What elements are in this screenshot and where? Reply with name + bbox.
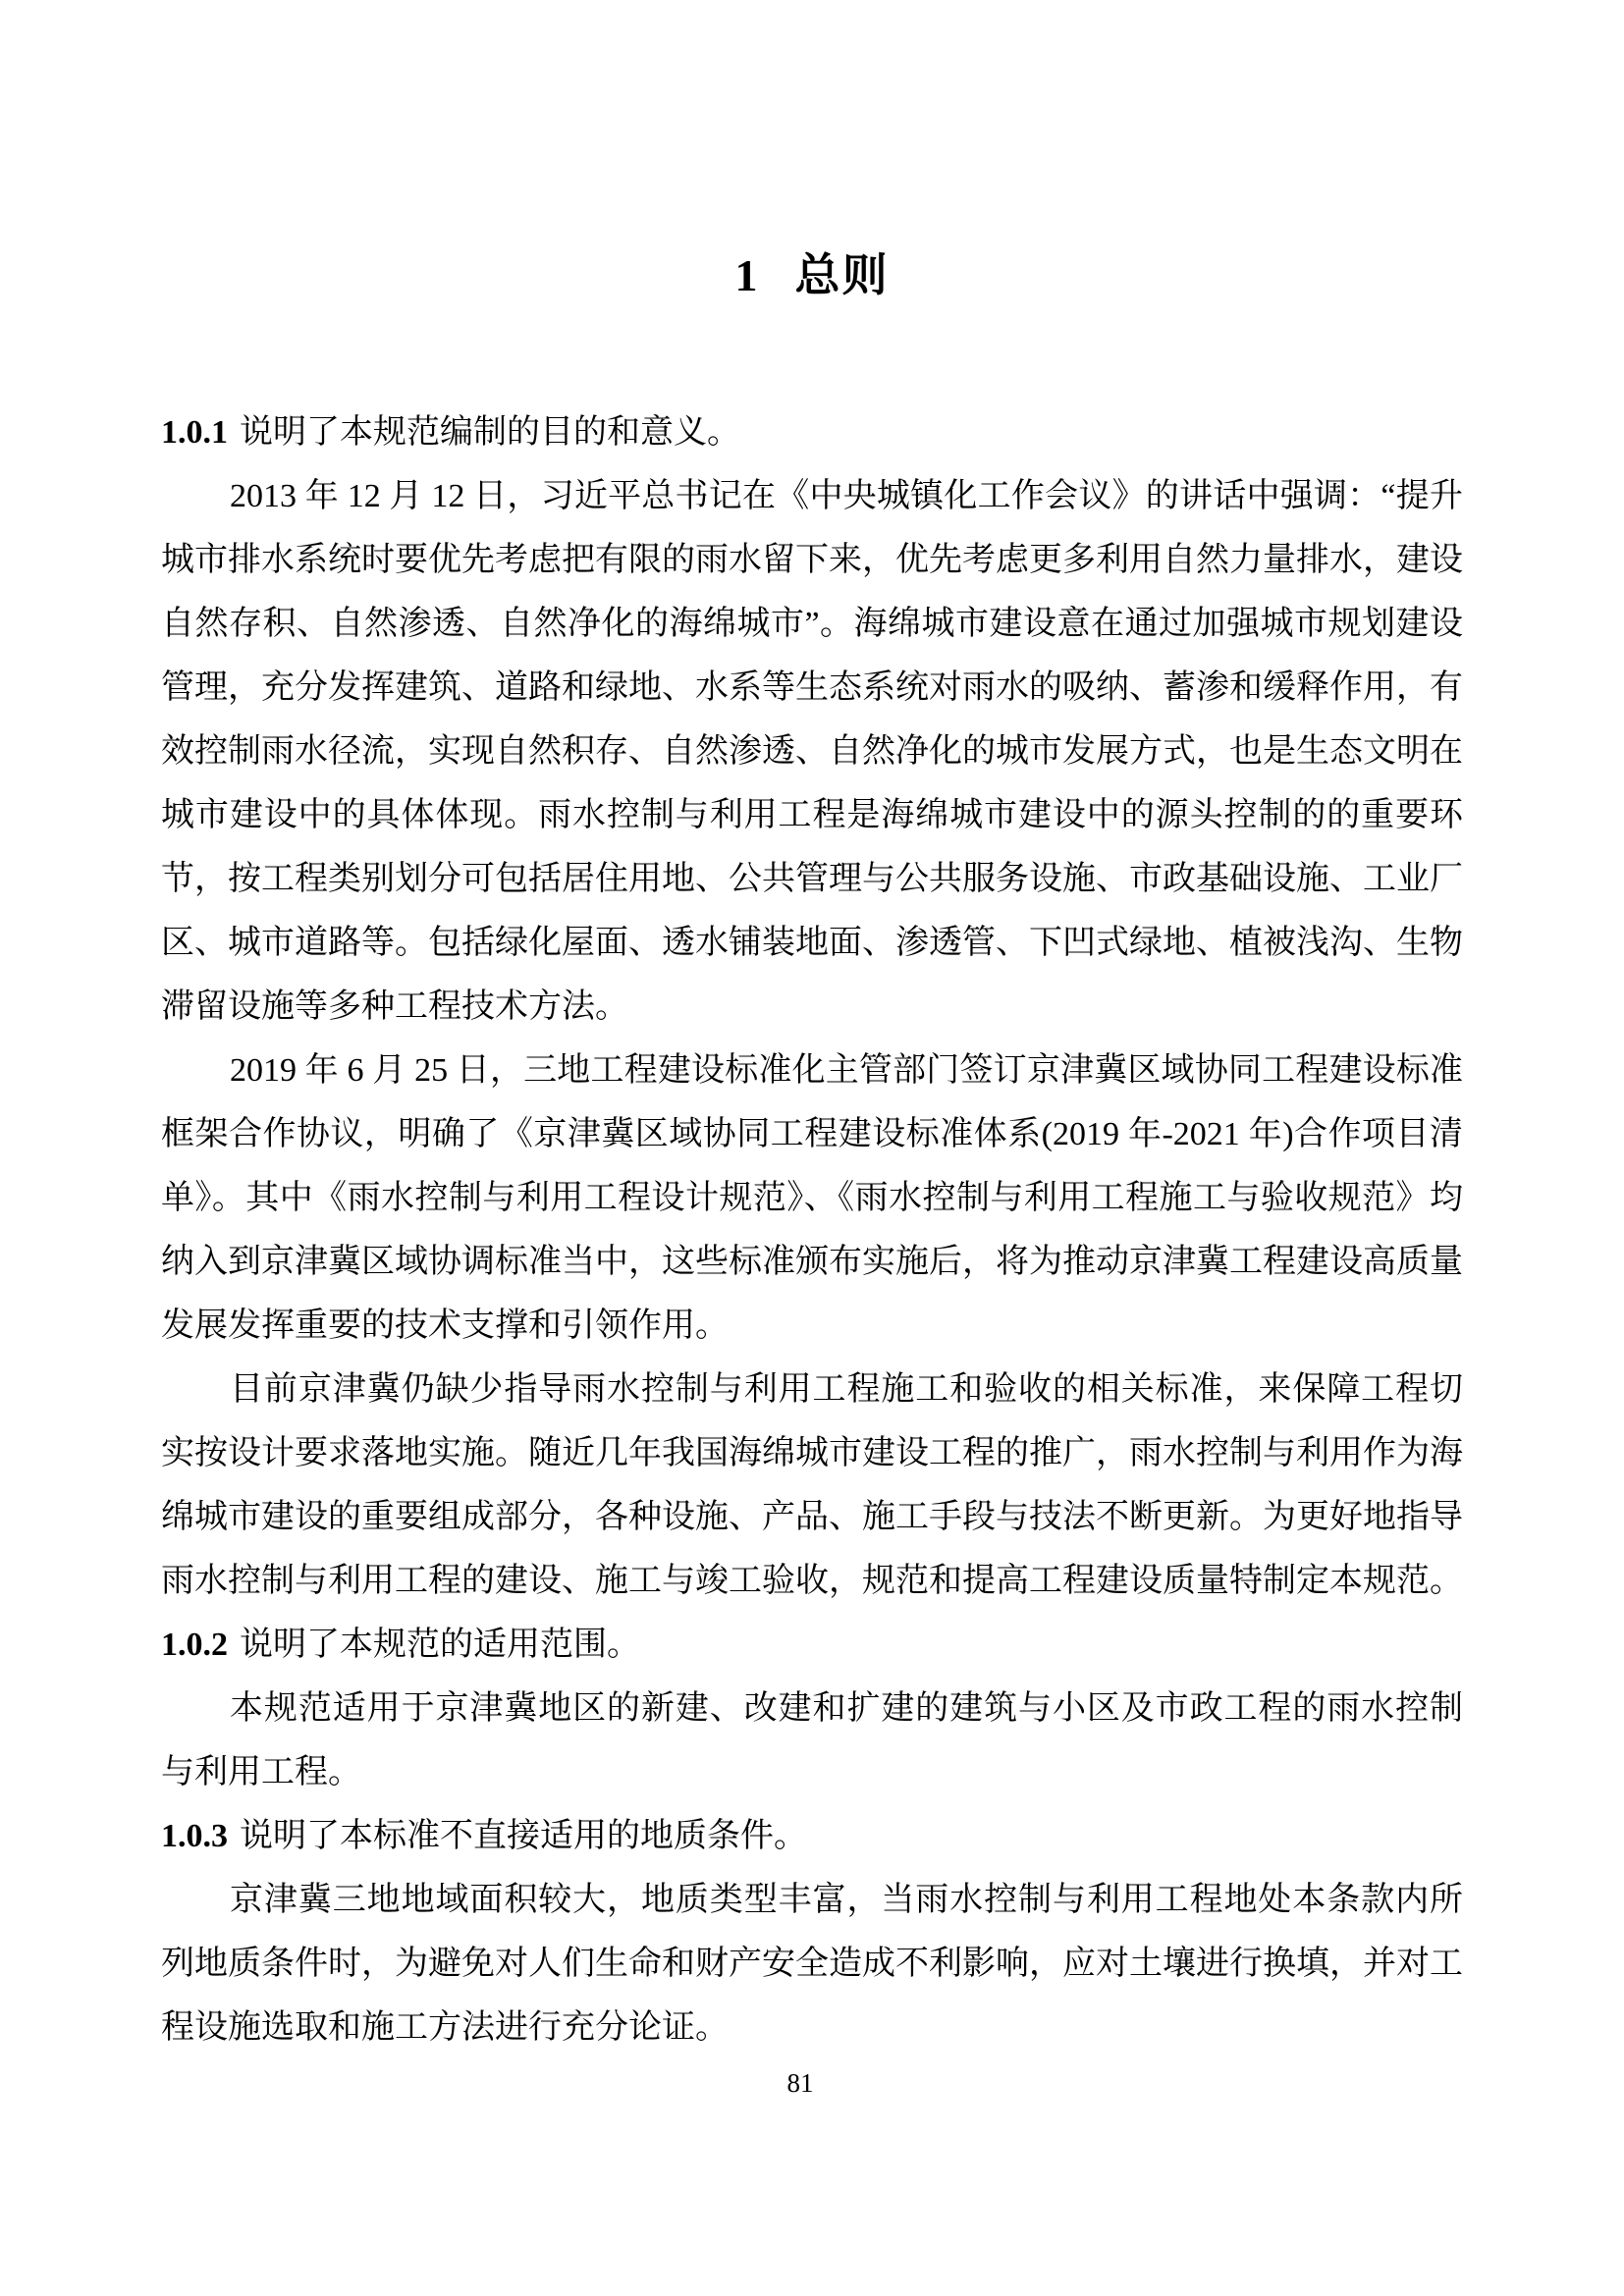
clause-1-0-1: [161, 400, 1463, 464]
page-title: [161, 251, 1463, 300]
paragraph-current-status: 目前京津冀仍缺少指导雨水控制与利用工程施工和验收的相关标准，来保障工程切实按设计要求落地实施。随近几年我国海绵城市建设工程的推广，雨水控制与利用作为海绵城市建设的重要组成部分，各种设施、产品、施工手段与技法不断更新。为更好地指导雨水控制与利用工程的建设、施工与竣工验收，规范和提高工程建设质量特制定本规范。: [161, 1371, 1463, 1599]
page-number: 81: [786, 2068, 814, 2098]
chapter-number: 1: [734, 250, 760, 300]
paragraph-geology: 京津冀三地地域面积较大，地质类型丰富，当雨水控制与利用工程地处本条款内所列地质条件时，为避免对人们生命和财产安全造成不利影响，应对土壤进行换填，并对工程设施选取和施工方法进行充分论证。: [161, 1882, 1463, 2046]
chapter-title-text: 总则: [794, 250, 890, 300]
clause-number: 1.0.1: [161, 414, 228, 451]
clause-1-0-3: [161, 1804, 1463, 1868]
document-body: [161, 400, 1463, 2059]
clause-number: 1.0.2: [161, 1627, 228, 1663]
clause-text: 说明了本规范的适用范围。: [240, 1627, 640, 1663]
paragraph-2019: 2019 年 6 月 25 日，三地工程建设标准化主管部门签订京津冀区域协同工程建设标准框架合作协议，明确了《京津冀区域协同工程建设标准体系(2019 年-2021 年)合作项目清单》。其中《雨水控制与利用工程设计规范》、《雨水控制与利用工程施工与验收规范》均纳入到京津冀区域协调标准当中，这些标准颁布实施后，将为推动京津冀工程建设高质量发展发挥重要的技术支撑和引领作用。: [161, 1052, 1463, 1344]
clause-1-0-2: [161, 1613, 1463, 1677]
clause-number: 1.0.3: [161, 1818, 228, 1854]
paragraph-2013: 2013 年 12 月 12 日，习近平总书记在《中央城镇化工作会议》的讲话中强调：“提升城市排水系统时要优先考虑把有限的雨水留下来，优先考虑更多利用自然力量排水，建设自然存积、自然渗透、自然净化的海绵城市”。海绵城市建设意在通过加强城市规划建设管理，充分发挥建筑、道路和绿地、水系等生态系统对雨水的吸纳、蓄渗和缓释作用，有效控制雨水径流，实现自然积存、自然渗透、自然净化的城市发展方式，也是生态文明在城市建设中的具体体现。雨水控制与利用工程是海绵城市建设中的源头控制的的重要环节，按工程类别划分可包括居住用地、公共管理与公共服务设施、市政基础设施、工业厂区、城市道路等。包括绿化屋面、透水铺装地面、渗透管、下凹式绿地、植被浅沟、生物滞留设施等多种工程技术方法。: [161, 478, 1463, 1025]
paragraph-scope: 本规范适用于京津冀地区的新建、改建和扩建的建筑与小区及市政工程的雨水控制与利用工程。: [161, 1690, 1463, 1790]
clause-text: 说明了本规范编制的目的和意义。: [240, 414, 740, 451]
clause-text: 说明了本标准不直接适用的地质条件。: [240, 1818, 807, 1854]
